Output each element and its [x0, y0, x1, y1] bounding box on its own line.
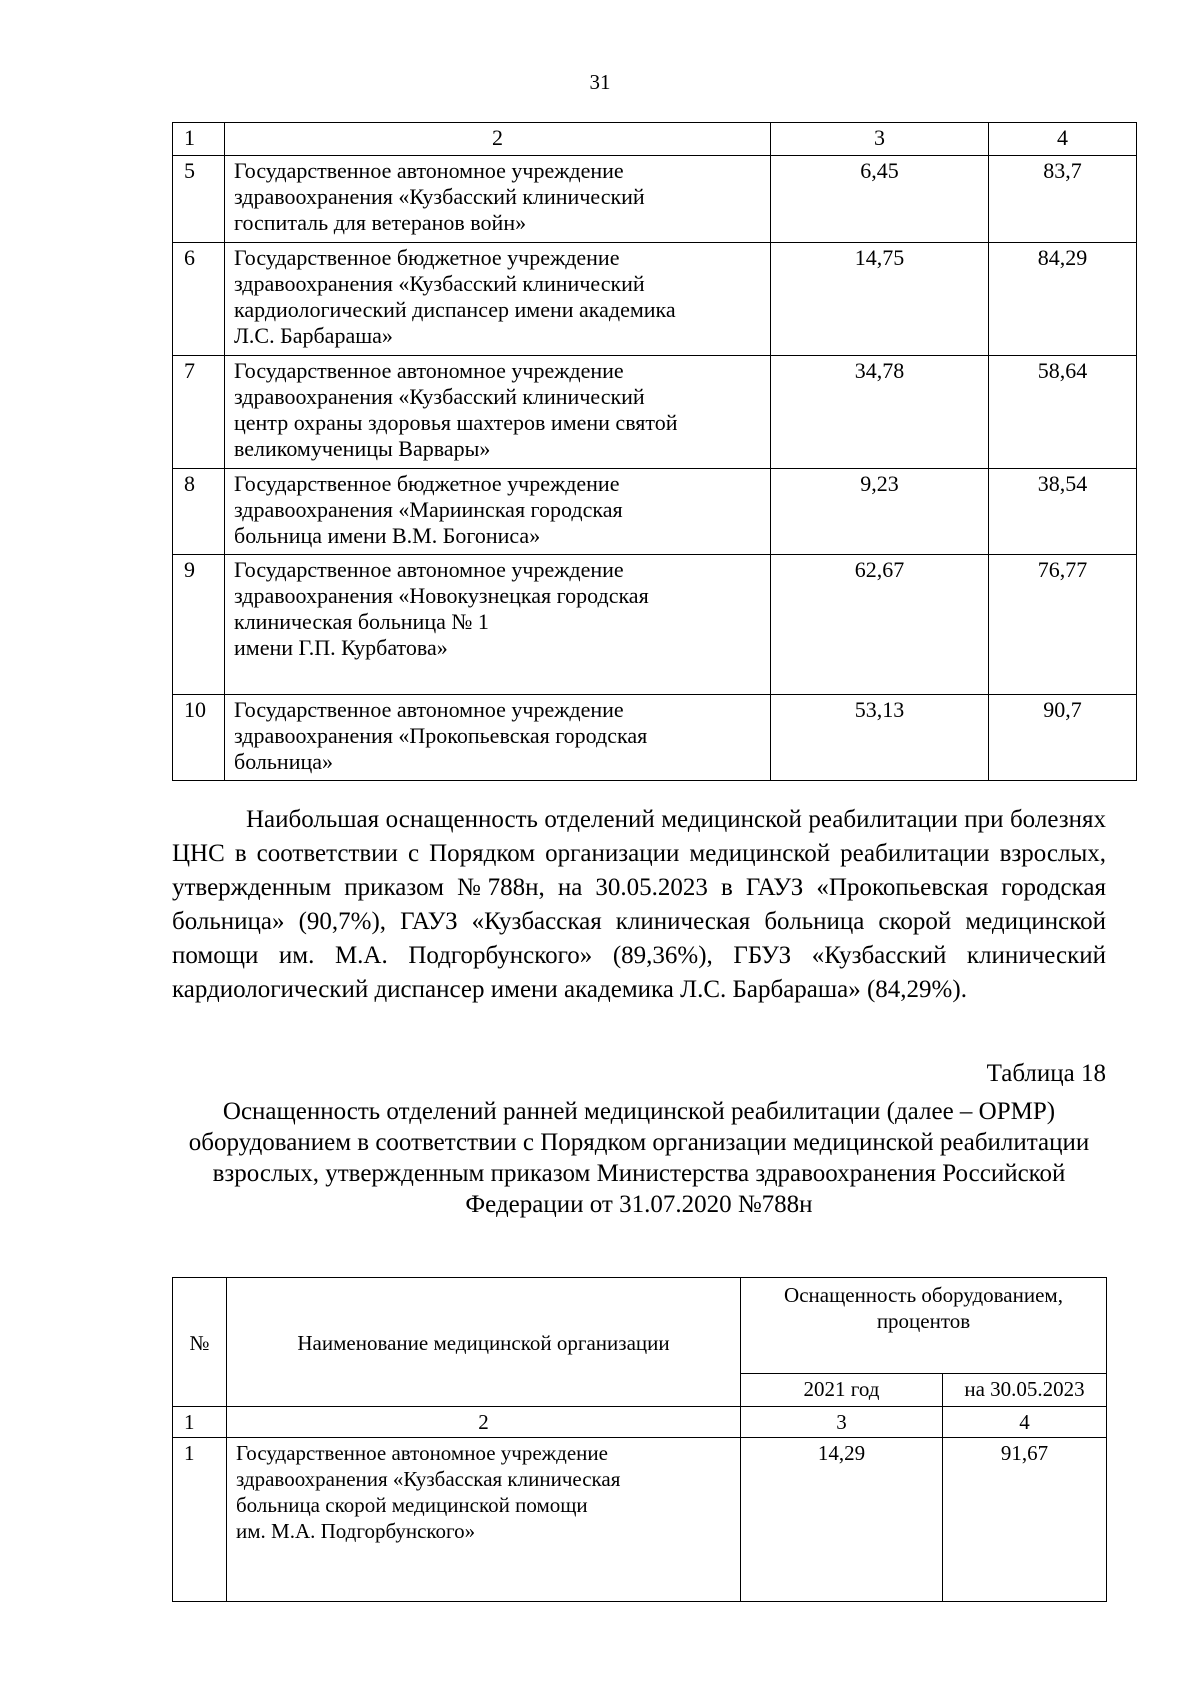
header-row	[173, 1278, 1107, 1374]
row-number: 1	[173, 1438, 227, 1602]
header-equipment-column: Оснащенность оборудованием, процентов	[741, 1278, 1107, 1374]
numbering-cell-3: 3	[741, 1407, 943, 1438]
table-row	[173, 243, 1137, 356]
header-organization-column: Наименование медицинской организации	[227, 1278, 741, 1407]
organization-name: Государственное автономное учреждение здравоохранения «Кузбасский клинический госпиталь для ветеранов войн»	[225, 156, 771, 243]
table-row	[173, 156, 1137, 243]
row-number: 8	[173, 469, 225, 555]
table-row	[173, 356, 1137, 469]
header-cell-4: 4	[989, 123, 1137, 156]
row-number: 5	[173, 156, 225, 243]
value-2023: 84,29	[989, 243, 1137, 356]
table-row	[173, 469, 1137, 555]
table-row	[173, 1438, 1107, 1602]
organization-name: Государственное бюджетное учреждение здравоохранения «Кузбасский клинический кардиологический диспансер имени академика Л.С. Барбараша»	[225, 243, 771, 356]
table-label: Таблица 18	[986, 1060, 1106, 1087]
row-number: 6	[173, 243, 225, 356]
value-2023: 38,54	[989, 469, 1137, 555]
row-number: 10	[173, 695, 225, 781]
column-numbering-row	[173, 1407, 1107, 1438]
organization-name: Государственное автономное учреждение здравоохранения «Кузбасский клинический центр охраны здоровья шахтеров имени святой великомученицы Варвары»	[225, 356, 771, 469]
table-row	[173, 695, 1137, 781]
header-number-column: №	[173, 1278, 227, 1407]
row-number: 7	[173, 356, 225, 469]
value-2021: 34,78	[771, 356, 989, 469]
organization-name: Государственное автономное учреждение здравоохранения «Кузбасская клиническая больница скорой медицинской помощи им. М.А. Подгорбунского»	[227, 1438, 741, 1602]
value-2021: 14,75	[771, 243, 989, 356]
value-2023: 83,7	[989, 156, 1137, 243]
value-2023: 76,77	[989, 555, 1137, 695]
ormr-equipment-table	[172, 1277, 1107, 1602]
header-cell-2: 2	[225, 123, 771, 156]
header-cell-3: 3	[771, 123, 989, 156]
value-2023: 91,67	[943, 1438, 1107, 1602]
header-2021: 2021 год	[741, 1374, 943, 1407]
value-2021: 6,45	[771, 156, 989, 243]
header-2023: на 30.05.2023	[943, 1374, 1107, 1407]
value-2023: 90,7	[989, 695, 1137, 781]
table-caption: Оснащенность отделений ранней медицинской реабилитации (далее – ОРМР) оборудованием в соответствии с Порядком организации медицинской реабилитации взрослых, утвержденным приказом Министерства здравоохранения Российской Федерации от 31.07.2020 №788н	[188, 1098, 1090, 1218]
column-numbering-row	[173, 123, 1137, 156]
organization-name: Государственное автономное учреждение здравоохранения «Новокузнецкая городская клиническая больница № 1 имени Г.П. Курбатова»	[225, 555, 771, 695]
equipment-table-continued	[172, 122, 1137, 781]
summary-paragraph: Наибольшая оснащенность отделений медицинской реабилитации при болезнях ЦНС в соответствии с Порядком организации медицинской реабилитации взрослых, утвержденным приказом №788н, на 30.05.2023 в ГАУЗ «Прокопьевская городская больница» (90,7%), ГАУЗ «Кузбасская клиническая больница скорой медицинской помощи им. М.А. Подгорбунского» (89,36%), ГБУЗ «Кузбасский клинический кардиологический диспансер имени академика Л.С. Барбараша» (84,29%).	[172, 806, 1106, 1003]
header-cell-1: 1	[173, 123, 225, 156]
page-number: 31	[589, 70, 611, 94]
numbering-cell-4: 4	[943, 1407, 1107, 1438]
table-row	[173, 555, 1137, 695]
value-2021: 62,67	[771, 555, 989, 695]
value-2021: 53,13	[771, 695, 989, 781]
value-2021: 14,29	[741, 1438, 943, 1602]
organization-name: Государственное бюджетное учреждение здравоохранения «Мариинская городская больница имени В.М. Богониса»	[225, 469, 771, 555]
row-number: 9	[173, 555, 225, 695]
numbering-cell-2: 2	[227, 1407, 741, 1438]
organization-name: Государственное автономное учреждение здравоохранения «Прокопьевская городская больница»	[225, 695, 771, 781]
value-2021: 9,23	[771, 469, 989, 555]
numbering-cell-1: 1	[173, 1407, 227, 1438]
value-2023: 58,64	[989, 356, 1137, 469]
